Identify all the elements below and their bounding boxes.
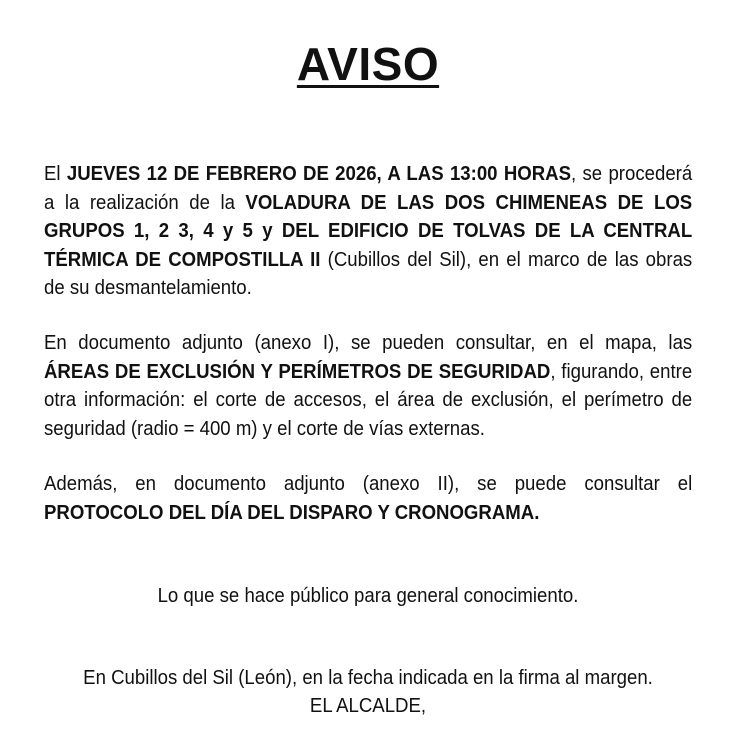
- paragraph1-text-1: El: [44, 163, 67, 185]
- notice-title-text: AVISO: [296, 38, 440, 90]
- paragraph1-text-2: , se procederá a la realización de la: [44, 163, 693, 214]
- public-notice-line: Lo que se hace público para general conocimiento.: [157, 585, 579, 607]
- paragraph3-text-1: Además, en documento adjunto (anexo II), se puede consultar el: [44, 473, 693, 495]
- paragraph2-exclusion-areas-title: ÁREAS DE EXCLUSIÓN Y PERÍMETROS DE SEGURIDAD: [44, 360, 551, 383]
- paragraph2-text-1: En documento adjunto (anexo I), se pueden consultar, en el mapa, las: [44, 332, 693, 354]
- notice-title: [0, 36, 736, 92]
- paragraph-protocol: [44, 470, 692, 527]
- paragraph1-date-time: JUEVES 12 DE FEBRERO DE 2026, A LAS 13:00 HORAS: [66, 163, 572, 185]
- paragraph2-text-2: , figurando, entre otra información: el corte de accesos, el área de exclusión, el perímetro de seguridad (radio = 400 m) y el corte de vías externas.: [44, 360, 693, 440]
- paragraph-blasting-announcement: [44, 160, 692, 303]
- place-date-line: En Cubillos del Sil (León), en la fecha indicada en la firma al margen.: [83, 667, 653, 689]
- paragraph1-blasting-subject: VOLADURA DE LAS DOS CHIMENEAS DE LOS GRUPOS 1, 2 3, 4 y 5 y DEL EDIFICIO DE TOLVAS DE LA CENTRAL TÉRMICA DE COMPOSTILLA II: [44, 191, 693, 271]
- paragraph-exclusion-areas: [44, 329, 692, 443]
- signatory-line: EL ALCALDE,: [309, 695, 427, 717]
- paragraph1-text-3: (Cubillos del Sil), en el marco de las obras de su desmantelamiento.: [44, 248, 693, 299]
- paragraph3-protocol-title: PROTOCOLO DEL DÍA DEL DISPARO Y CRONOGRAMA.: [44, 501, 540, 524]
